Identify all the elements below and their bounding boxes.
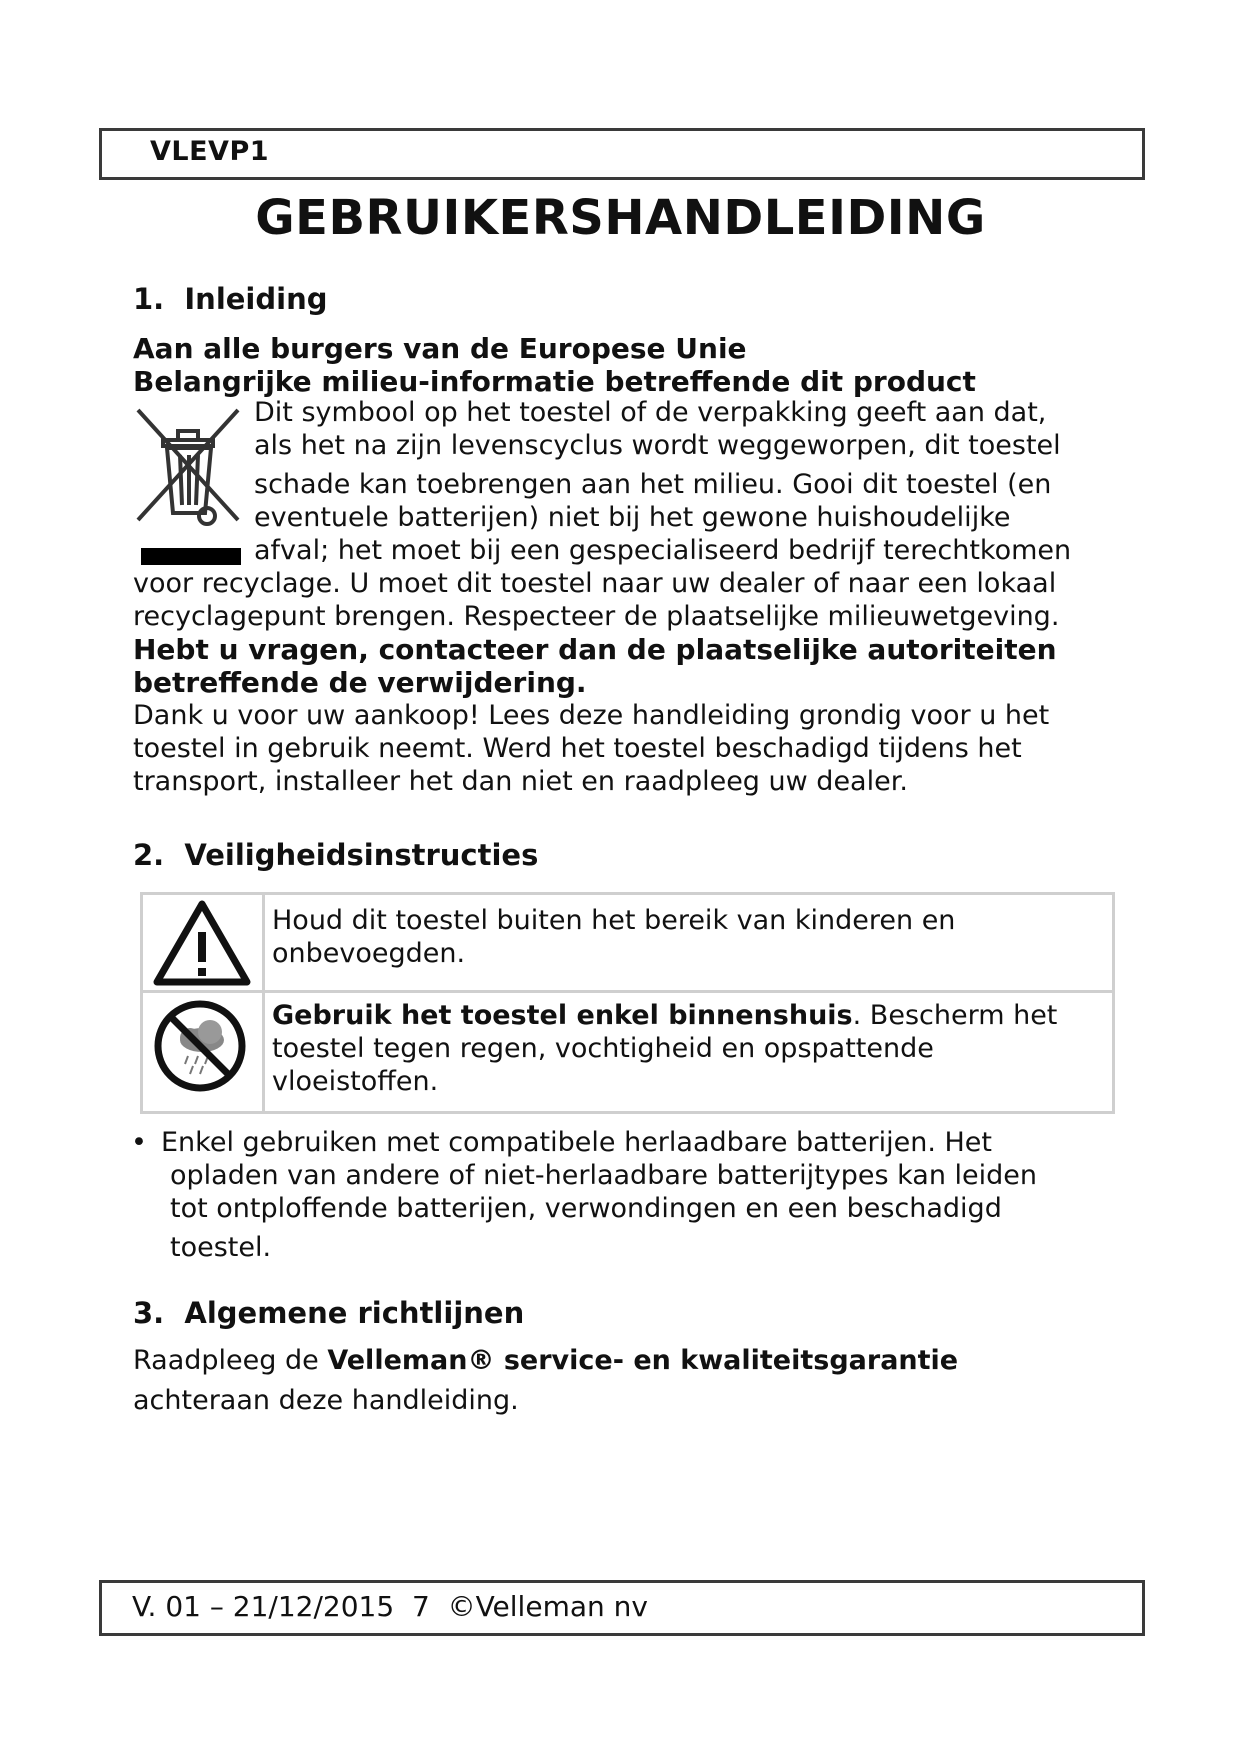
- bullet-line-2: opladen van andere of niet-herlaadbare batterijtypes kan leiden: [170, 1160, 1037, 1191]
- warning-triangle-icon: [152, 898, 252, 986]
- environment-info-subheading: Belangrijke milieu-informatie betreffende dit product: [133, 365, 976, 398]
- model-code: VLEVP1: [150, 136, 270, 167]
- protect-text: . Bescherm het: [852, 1000, 1058, 1031]
- indoor-only-emphasis: Gebruik het toestel enkel binnenshuis: [272, 1000, 853, 1031]
- section-2-heading: 2. Veiligheidsinstructies: [133, 838, 539, 872]
- bullet-icon: •: [131, 1127, 147, 1158]
- safety-row-1-line-1: Houd dit toestel buiten het bereik van kinderen en: [272, 905, 956, 936]
- weee-line-5: afval; het moet bij een gespecialiseerd bedrijf terechtkomen: [254, 535, 1072, 566]
- bullet-line-3: tot ontploffende batterijen, verwondingen en een beschadigd: [170, 1193, 1002, 1224]
- weee-line-4: eventuele batterijen) niet bij het gewone huishoudelijke: [254, 502, 1011, 533]
- thanks-line-1: Dank u voor uw aankoop! Lees deze handleiding grondig voor u het: [133, 700, 1050, 731]
- safety-row-1-line-2: onbevoegden.: [272, 938, 466, 969]
- section-3-heading: 3. Algemene richtlijnen: [133, 1296, 525, 1330]
- safety-row-2-line-1: [272, 999, 1057, 1032]
- weee-line-3: schade kan toebrengen aan het milieu. Gooi dit toestel (en: [254, 469, 1052, 500]
- contact-line-2: betreffende de verwijdering.: [133, 666, 587, 699]
- weee-line-1: Dit symbool op het toestel of de verpakking geeft aan dat,: [254, 397, 1047, 428]
- safety-row-2-line-3: vloeistoffen.: [272, 1066, 439, 1097]
- weee-line-6: voor recyclage. U moet dit toestel naar uw dealer of naar een lokaal: [133, 568, 1057, 599]
- page-title: GEBRUIKERSHANDLEIDING: [255, 190, 986, 246]
- warranty-line-2: achteraan deze handleiding.: [133, 1385, 519, 1416]
- eu-citizens-subheading: Aan alle burgers van de Europese Unie: [133, 332, 747, 365]
- bullet-line-1: Enkel gebruiken met compatibele herlaadbare batterijen. Het: [161, 1127, 992, 1158]
- section-1-heading: 1. Inleiding: [133, 282, 328, 316]
- safety-row-2-line-2: toestel tegen regen, vochtigheid en opspattende: [272, 1033, 934, 1064]
- thanks-line-3: transport, installeer het dan niet en raadpleeg uw dealer.: [133, 766, 908, 797]
- weee-line-2: als het na zijn levenscyclus wordt weggeworpen, dit toestel: [254, 430, 1061, 461]
- bullet-line-4: toestel.: [170, 1232, 272, 1263]
- table-divider: [262, 892, 265, 1114]
- weee-bin-icon: [133, 405, 248, 565]
- indoor-only-icon: [152, 998, 248, 1094]
- footer-text: V. 01 – 21/12/2015 7 ©Velleman nv: [132, 1590, 648, 1623]
- contact-line-1: Hebt u vragen, contacteer dan de plaatselijke autoriteiten: [133, 633, 1057, 666]
- thanks-line-2: toestel in gebruik neemt. Werd het toestel beschadigd tijdens het: [133, 733, 1022, 764]
- warranty-prefix: Raadpleeg de: [133, 1345, 328, 1376]
- warranty-emphasis: Velleman® service- en kwaliteitsgarantie: [327, 1345, 959, 1376]
- weee-line-7: recyclagepunt brengen. Respecteer de plaatselijke milieuwetgeving.: [133, 601, 1060, 632]
- warranty-line-1: [133, 1344, 958, 1377]
- table-divider: [140, 990, 1115, 993]
